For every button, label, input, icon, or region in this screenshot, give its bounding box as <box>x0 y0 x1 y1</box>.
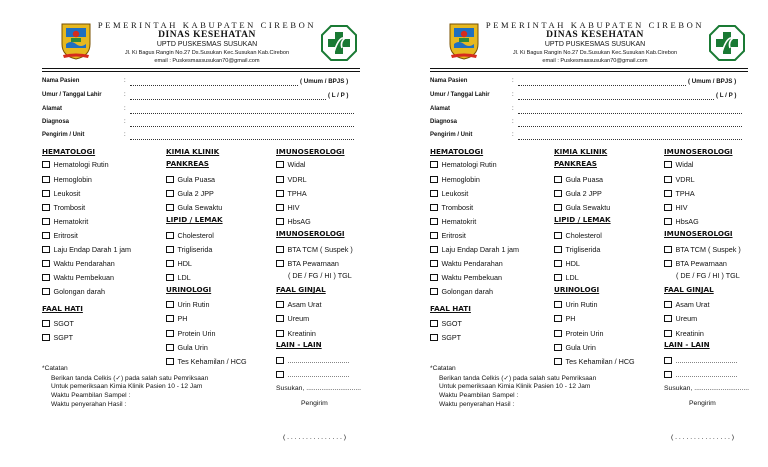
section-imunoserologi: IMUNOSEROLOGI <box>276 147 345 156</box>
checkbox-icon <box>42 334 50 342</box>
diagnosis-field[interactable] <box>130 120 354 127</box>
section-faal-hati: FAAL HATI <box>430 304 471 313</box>
section-imunoserologi-2: IMUNOSEROLOGI <box>276 229 345 238</box>
field-colon: : <box>124 106 126 112</box>
checkbox-icon <box>42 204 50 212</box>
sender-field[interactable] <box>518 133 742 140</box>
checkbox-icon <box>276 315 284 323</box>
checkbox-golongan-darah[interactable]: Golongan darah <box>42 287 105 296</box>
checkbox-hematokrit[interactable]: Hematokrit <box>430 217 476 226</box>
checkbox-trigliserida[interactable]: Trigliserida <box>166 245 212 254</box>
field-label-age: Umur / Tanggal Lahir <box>430 92 490 98</box>
checkbox-hiv[interactable]: HIV <box>276 203 299 212</box>
header-agency: DINAS KESEHATAN <box>546 30 644 40</box>
checkbox-icon <box>276 204 284 212</box>
checkbox-icon <box>276 246 284 254</box>
checkbox-icon <box>166 344 174 352</box>
checkbox-icon <box>42 320 50 328</box>
field-label-address: Alamat <box>430 106 451 112</box>
header-divider <box>430 68 748 69</box>
header-email: email : Puskesmassusukan70@gmail.com <box>542 58 648 64</box>
checkbox-gula-sewaktu[interactable]: Gula Sewaktu <box>166 203 222 212</box>
checkbox-leukosit[interactable]: Leukosit <box>42 189 80 198</box>
checkbox-ureum[interactable]: Ureum <box>664 314 697 323</box>
checkbox-icon <box>430 176 438 184</box>
checkbox-lain-1[interactable]: ............................... <box>276 356 349 365</box>
checkbox-urin-rutin[interactable]: Urin Rutin <box>554 300 597 309</box>
checkbox-sgpt[interactable]: SGPT <box>42 333 73 342</box>
checkbox-kreatinin[interactable]: Kreatinin <box>276 329 316 338</box>
checkbox-icon <box>166 301 174 309</box>
checkbox-icon <box>166 330 174 338</box>
checkbox-icon <box>554 274 562 282</box>
checkbox-lain-2[interactable]: ............................... <box>664 370 737 379</box>
checkbox-urin-rutin[interactable]: Urin Rutin <box>166 300 209 309</box>
checkbox-icon <box>430 190 438 198</box>
checkbox-icon <box>430 260 438 268</box>
checkbox-waktu-pembekuan[interactable]: Waktu Pembekuan <box>42 273 114 282</box>
checkbox-gula-urin[interactable]: Gula Urin <box>554 343 596 352</box>
checkbox-kreatinin[interactable]: Kreatinin <box>664 329 704 338</box>
checkbox-icon <box>430 218 438 226</box>
field-colon: : <box>512 119 514 125</box>
checkbox-icon <box>430 204 438 212</box>
checkbox-icon <box>42 176 50 184</box>
checkbox-asam-urat[interactable]: Asam Urat <box>276 300 321 309</box>
notes-title: *Catatan <box>430 365 456 372</box>
field-label-address: Alamat <box>42 106 63 112</box>
section-lain-lain: LAIN - LAIN <box>664 340 710 349</box>
checkbox-icon <box>664 260 672 268</box>
checkbox-ldl[interactable]: LDL <box>554 273 579 282</box>
field-suffix-gender: ( L / P ) <box>328 92 349 99</box>
checkbox-icon <box>664 357 672 365</box>
checkbox-icon <box>42 274 50 282</box>
section-faal-hati: FAAL HATI <box>42 304 83 313</box>
section-hematologi: HEMATOLOGI <box>430 147 484 156</box>
checkbox-eritrosit[interactable]: Eritrosit <box>430 231 466 240</box>
header-unit: UPTD PUSKESMAS SUSUKAN <box>544 41 646 48</box>
notes-title: *Catatan <box>42 365 68 372</box>
age-field[interactable] <box>518 93 714 100</box>
notes-line-sample-time: Waktu Peambilan Sampel : <box>51 392 131 399</box>
checkbox-icon <box>42 288 50 296</box>
notes-line-fasting: Untuk pemeriksaan Kimia Klinik Pasien 10 - 12 Jam <box>439 383 591 390</box>
section-imunoserologi: IMUNOSEROLOGI <box>664 147 733 156</box>
checkbox-icon <box>166 176 174 184</box>
checkbox-icon <box>664 204 672 212</box>
checkbox-laju-endap-darah[interactable]: Laju Endap Darah 1 jam <box>42 245 131 254</box>
field-label-age: Umur / Tanggal Lahir <box>42 92 102 98</box>
checkbox-gula-sewaktu[interactable]: Gula Sewaktu <box>554 203 610 212</box>
age-field[interactable] <box>130 93 326 100</box>
checkbox-sgot[interactable]: SGOT <box>430 319 462 328</box>
checkbox-icon <box>430 232 438 240</box>
field-colon: : <box>512 92 514 98</box>
checkbox-icon <box>430 274 438 282</box>
checkbox-widal[interactable]: Widal <box>276 160 305 169</box>
checkbox-trombosit[interactable]: Trombosit <box>42 203 85 212</box>
checkbox-icon <box>554 232 562 240</box>
field-colon: : <box>124 132 126 138</box>
checkbox-icon <box>42 190 50 198</box>
checkbox-eritrosit[interactable]: Eritrosit <box>42 231 78 240</box>
sender-field[interactable] <box>130 133 354 140</box>
checkbox-tes-kehamilan[interactable]: Tes Kehamilan / HCG <box>166 357 247 366</box>
checkbox-laju-endap-darah[interactable]: Laju Endap Darah 1 jam <box>430 245 519 254</box>
field-colon: : <box>124 119 126 125</box>
name-field[interactable] <box>130 79 298 86</box>
checkbox-tes-kehamilan[interactable]: Tes Kehamilan / HCG <box>554 357 635 366</box>
checkbox-icon <box>42 218 50 226</box>
section-pankreas: PANKREAS <box>554 159 597 168</box>
checkbox-hbsag[interactable]: HbsAG <box>664 217 699 226</box>
checkbox-tpha[interactable]: TPHA <box>276 189 307 198</box>
field-colon: : <box>512 106 514 112</box>
section-lipid: LIPID / LEMAK <box>166 215 223 224</box>
checkbox-hdl[interactable]: HDL <box>166 259 192 268</box>
lab-request-form-left <box>4 0 380 467</box>
checkbox-ph[interactable]: PH <box>554 314 576 323</box>
checkbox-trombosit[interactable]: Trombosit <box>430 203 473 212</box>
checkbox-icon <box>554 301 562 309</box>
checkbox-icon <box>554 315 562 323</box>
checkbox-icon <box>664 218 672 226</box>
field-colon: : <box>512 132 514 138</box>
checkbox-hematologi-rutin[interactable]: Hematologi Rutin <box>42 160 109 169</box>
checkbox-icon <box>554 344 562 352</box>
checkbox-hbsag[interactable]: HbsAG <box>276 217 311 226</box>
checkbox-icon <box>554 358 562 366</box>
checkbox-lain-1[interactable]: ............................... <box>664 356 737 365</box>
signature-place-date: Susukan, ............................. <box>276 385 361 392</box>
notes-line-result-time: Waktu penyerahan Hasil : <box>51 401 127 408</box>
health-cross-emblem-icon <box>708 24 746 62</box>
checkbox-bta-pewarnaan[interactable]: BTA Pewarnaan <box>276 259 339 268</box>
field-suffix-payment: ( Umum / BPJS ) <box>688 78 737 85</box>
notes-line-fasting: Untuk pemeriksaan Kimia Klinik Pasien 10 - 12 Jam <box>51 383 203 390</box>
diagnosis-field[interactable] <box>518 120 742 127</box>
checkbox-icon <box>664 301 672 309</box>
checkbox-icon <box>42 246 50 254</box>
checkbox-icon <box>430 161 438 169</box>
checkbox-bta-pewarnaan[interactable]: BTA Pewarnaan <box>664 259 727 268</box>
field-suffix-payment: ( Umum / BPJS ) <box>300 78 349 85</box>
checkbox-gula-puasa[interactable]: Gula Puasa <box>554 175 603 184</box>
field-colon: : <box>512 78 514 84</box>
checkbox-icon <box>42 232 50 240</box>
section-lipid: LIPID / LEMAK <box>554 215 611 224</box>
checkbox-protein-urin[interactable]: Protein Urin <box>554 329 603 338</box>
name-field[interactable] <box>518 79 686 86</box>
header-address: Jl. Ki Bagus Rangin No.27 Ds.Susukan Kec.Susukan Kab.Cirebon <box>512 50 678 56</box>
field-label-name: Nama Pasien <box>430 78 468 84</box>
checkbox-hiv[interactable]: HIV <box>664 203 687 212</box>
checkbox-waktu-pembekuan[interactable]: Waktu Pembekuan <box>430 273 502 282</box>
health-cross-emblem-icon <box>320 24 358 62</box>
header-divider-thin <box>42 71 360 72</box>
checkbox-icon <box>166 260 174 268</box>
checkbox-icon <box>430 334 438 342</box>
checkbox-icon <box>276 218 284 226</box>
address-field[interactable] <box>130 107 354 114</box>
signature-role: Pengirim <box>689 400 716 407</box>
checkbox-ph[interactable]: PH <box>166 314 188 323</box>
section-kimia-klinik: KIMIA KLINIK <box>554 147 608 156</box>
header-unit: UPTD PUSKESMAS SUSUKAN <box>156 41 258 48</box>
section-kimia-klinik: KIMIA KLINIK <box>166 147 220 156</box>
checkbox-golongan-darah[interactable]: Golongan darah <box>430 287 493 296</box>
checkbox-ldl[interactable]: LDL <box>166 273 191 282</box>
section-faal-ginjal: FAAL GINJAL <box>276 285 326 294</box>
checkbox-vdrl[interactable]: VDRL <box>664 175 695 184</box>
checkbox-hemoglobin[interactable]: Hemoglobin <box>430 175 480 184</box>
checkbox-icon <box>554 176 562 184</box>
section-urinologi: URINOLOGI <box>554 285 600 294</box>
checkbox-icon <box>664 176 672 184</box>
bta-sample-codes: ( DE / FG / HI ) TGL <box>288 271 352 280</box>
checkbox-hemoglobin[interactable]: Hemoglobin <box>42 175 92 184</box>
checkbox-icon <box>166 315 174 323</box>
signature-role: Pengirim <box>301 400 328 407</box>
field-label-diagnosis: Diagnosa <box>430 119 458 125</box>
checkbox-icon <box>664 330 672 338</box>
field-label-diagnosis: Diagnosa <box>42 119 70 125</box>
checkbox-icon <box>276 190 284 198</box>
checkbox-icon <box>276 301 284 309</box>
notes-line-sample-time: Waktu Peambilan Sampel : <box>439 392 519 399</box>
lab-request-form-right <box>392 0 768 467</box>
section-pankreas: PANKREAS <box>166 159 209 168</box>
header-address: Jl. Ki Bagus Rangin No.27 Ds.Susukan Kec.Susukan Kab.Cirebon <box>124 50 290 56</box>
checkbox-icon <box>276 161 284 169</box>
header-government: PEMERINTAH KABUPATEN CIREBON <box>485 20 705 30</box>
checkbox-icon <box>42 260 50 268</box>
checkbox-bta-tcm[interactable]: BTA TCM ( Suspek ) <box>276 245 353 254</box>
field-label-name: Nama Pasien <box>42 78 80 84</box>
checkbox-icon <box>664 190 672 198</box>
notes-line-checkmark: Berikan tanda Celkis (✓) pada salah satu Pemriksaan <box>439 375 597 382</box>
checkbox-icon <box>166 232 174 240</box>
checkbox-icon <box>554 260 562 268</box>
checkbox-icon <box>276 371 284 379</box>
checkbox-sgot[interactable]: SGOT <box>42 319 74 328</box>
checkbox-icon <box>554 330 562 338</box>
section-hematologi: HEMATOLOGI <box>42 147 96 156</box>
checkbox-icon <box>430 320 438 328</box>
field-colon: : <box>124 92 126 98</box>
checkbox-cholesterol[interactable]: Cholesterol <box>554 231 602 240</box>
checkbox-icon <box>430 246 438 254</box>
checkbox-icon <box>664 161 672 169</box>
signature-blank[interactable]: ( . . . . . . . . . . . . . . . ) <box>671 434 735 441</box>
header-government: PEMERINTAH KABUPATEN CIREBON <box>97 20 317 30</box>
checkbox-hematokrit[interactable]: Hematokrit <box>42 217 88 226</box>
header-divider <box>42 68 360 69</box>
checkbox-icon <box>554 190 562 198</box>
field-suffix-gender: ( L / P ) <box>716 92 737 99</box>
checkbox-icon <box>276 330 284 338</box>
notes-line-checkmark: Berikan tanda Celkis (✓) pada salah satu Pemriksaan <box>51 375 209 382</box>
notes-line-result-time: Waktu penyerahan Hasil : <box>439 401 515 408</box>
checkbox-leukosit[interactable]: Leukosit <box>430 189 468 198</box>
checkbox-icon <box>664 315 672 323</box>
checkbox-tpha[interactable]: TPHA <box>664 189 695 198</box>
checkbox-sgpt[interactable]: SGPT <box>430 333 461 342</box>
cirebon-regency-emblem-icon <box>59 22 93 60</box>
section-lain-lain: LAIN - LAIN <box>276 340 322 349</box>
checkbox-gula-puasa[interactable]: Gula Puasa <box>166 175 215 184</box>
checkbox-trigliserida[interactable]: Trigliserida <box>554 245 600 254</box>
checkbox-hematologi-rutin[interactable]: Hematologi Rutin <box>430 160 497 169</box>
checkbox-hdl[interactable]: HDL <box>554 259 580 268</box>
checkbox-icon <box>276 176 284 184</box>
checkbox-icon <box>42 161 50 169</box>
address-field[interactable] <box>518 107 742 114</box>
checkbox-bta-tcm[interactable]: BTA TCM ( Suspek ) <box>664 245 741 254</box>
bta-sample-codes: ( DE / FG / HI ) TGL <box>676 271 740 280</box>
checkbox-gula-2jpp[interactable]: Gula 2 JPP <box>166 189 214 198</box>
checkbox-icon <box>430 288 438 296</box>
checkbox-ureum[interactable]: Ureum <box>276 314 309 323</box>
checkbox-waktu-pendarahan[interactable]: Waktu Pendarahan <box>42 259 115 268</box>
section-faal-ginjal: FAAL GINJAL <box>664 285 714 294</box>
section-urinologi: URINOLOGI <box>166 285 212 294</box>
signature-blank[interactable]: ( . . . . . . . . . . . . . . . ) <box>283 434 347 441</box>
checkbox-asam-urat[interactable]: Asam Urat <box>664 300 709 309</box>
checkbox-icon <box>664 371 672 379</box>
header-agency: DINAS KESEHATAN <box>158 30 256 40</box>
checkbox-icon <box>276 260 284 268</box>
checkbox-protein-urin[interactable]: Protein Urin <box>166 329 215 338</box>
cirebon-regency-emblem-icon <box>447 22 481 60</box>
field-label-sender: Pengirim / Unit <box>430 132 473 138</box>
signature-place-date: Susukan, ............................. <box>664 385 749 392</box>
checkbox-icon <box>276 357 284 365</box>
checkbox-cholesterol[interactable]: Cholesterol <box>166 231 214 240</box>
header-divider-thin <box>430 71 748 72</box>
checkbox-icon <box>554 246 562 254</box>
checkbox-gula-urin[interactable]: Gula Urin <box>166 343 208 352</box>
checkbox-waktu-pendarahan[interactable]: Waktu Pendarahan <box>430 259 503 268</box>
checkbox-icon <box>166 190 174 198</box>
field-label-sender: Pengirim / Unit <box>42 132 85 138</box>
checkbox-icon <box>166 246 174 254</box>
checkbox-lain-2[interactable]: ............................... <box>276 370 349 379</box>
section-imunoserologi-2: IMUNOSEROLOGI <box>664 229 733 238</box>
checkbox-icon <box>554 204 562 212</box>
checkbox-widal[interactable]: Widal <box>664 160 693 169</box>
checkbox-icon <box>664 246 672 254</box>
field-colon: : <box>124 78 126 84</box>
checkbox-vdrl[interactable]: VDRL <box>276 175 307 184</box>
checkbox-gula-2jpp[interactable]: Gula 2 JPP <box>554 189 602 198</box>
checkbox-icon <box>166 274 174 282</box>
checkbox-icon <box>166 358 174 366</box>
checkbox-icon <box>166 204 174 212</box>
header-email: email : Puskesmassusukan70@gmail.com <box>154 58 260 64</box>
